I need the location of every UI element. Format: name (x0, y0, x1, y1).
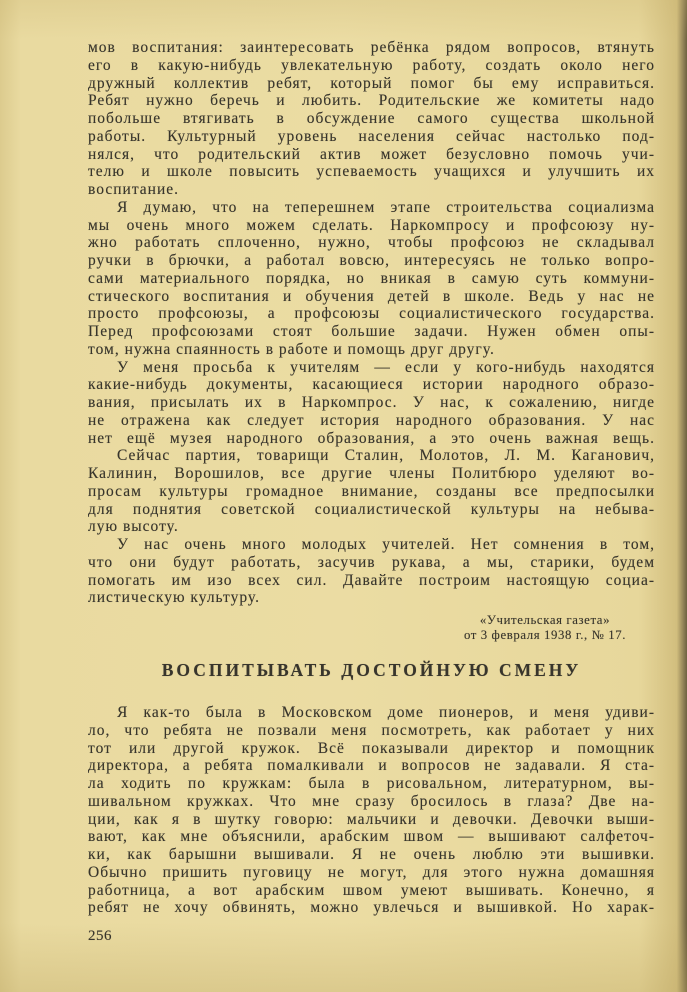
paragraph (88, 447, 655, 536)
paragraph (88, 199, 655, 359)
text-line: его в какую-нибудь увлекательную работу, создать около него (88, 56, 655, 74)
text-line: мы очень много можем сделать. Наркомпросу и профсоюзу ну- (88, 216, 655, 234)
text-line: телю и школе повысить успеваемость учащихся и улучшить их (88, 163, 655, 181)
text-line: ла ходить по кружкам: была в рисовальном, литературном, вы- (88, 775, 655, 792)
text-line: ции, как я в шутку говорю: мальчики и девочки. Девочки выши- (88, 810, 655, 828)
text-line: Калинин, Ворошилов, все другие члены Политбюро уделяют во- (88, 465, 655, 482)
source-newspaper: «Учительская газета» (479, 613, 611, 627)
text-line: вания, присылать их в Наркомпрос. У нас, к сожалению, нигде (88, 394, 655, 411)
text-line: нялся, что родительский актив может безусловно помочь учи- (88, 145, 655, 163)
text-line: том, нужна спаянность в работе и помощь друг другу. (88, 340, 495, 358)
paragraph (88, 536, 655, 607)
text-line: Перед профсоюзами стоят большие задачи. Нужен обмен опы- (88, 323, 655, 340)
text-line: Обычно пришить пуговицу не могут, для этого нужна домашняя (88, 863, 655, 881)
text-line: работы. Культурный уровень населения сейчас настолько под- (88, 127, 655, 145)
text-line: для поднятия советской социалистической культуры на небыва- (88, 500, 655, 518)
text-line: Я как-то была в Московском доме пионеров, и меня удиви- (117, 704, 655, 721)
text-line: стического воспитания и обучения детей в школе. Ведь у нас не (88, 287, 655, 305)
text-line: мов воспитания: заинтересовать ребёнка рядом вопросов, втянуть (88, 39, 655, 56)
text-line: директора, а ребята помалкивали и вопросов не задавали. Я ста- (88, 757, 655, 775)
article-title: ВОСПИТЫВАТЬ ДОСТОЙНУЮ СМЕНУ (161, 660, 582, 680)
text-line: воспитание. (88, 181, 180, 198)
text-line: Я думаю, что на теперешнем этапе строительства социализма (117, 198, 655, 216)
source-issue: от 3 февраля 1938 г., № 17. (463, 628, 627, 642)
text-line: не отражена как следует история народного образования. У нас (88, 411, 655, 429)
text-line: вают, как мне объяснили, арабским швом — вышивают салфеточ- (88, 828, 655, 846)
source-citation (435, 613, 655, 643)
text-line: жно работать сплоченно, нужно, чтобы профсоюз не складывал (88, 234, 655, 252)
text-line: работница, а вот арабским швом умеют вышивать. Конечно, я (88, 881, 655, 899)
text-line: просто профсоюзы, а профсоюзы социалистического государства. (88, 305, 655, 323)
text-line: помогать им изо всех сил. Давайте построим настоящую социа- (88, 571, 655, 589)
text-line: какие-нибудь документы, касающиеся истории народного образо- (88, 376, 655, 394)
text-line: шивальном кружках. Что мне сразу бросилось в глаза? Две на- (88, 792, 655, 810)
text-line: побольше втягивать в обсуждение самого существа школьной (88, 110, 655, 127)
text-line: Сейчас партия, товарищи Сталин, Молотов, Л. М. Каганович, (117, 447, 655, 465)
text-line: нет ещё музея народного образования, а это очень важная вещь. (88, 429, 655, 447)
paragraph (88, 359, 655, 448)
paragraph (88, 39, 655, 199)
text-line: У меня просьба к учителям — если у кого-нибудь находятся (117, 358, 655, 376)
text-line: что они будут работать, засучив рукава, а мы, старики, будем (88, 553, 655, 571)
text-line: Ребят нужно беречь и любить. Родительские же комитеты надо (88, 92, 655, 110)
continued-text (88, 39, 655, 607)
text-line: ло, что ребята не позвали меня посмотреть, как работает у них (88, 721, 655, 739)
text-line: тот или другой кружок. Всё показывали директор и помощник (88, 739, 655, 757)
text-line: сами материального порядка, но вникая в самую суть коммуни- (88, 269, 655, 287)
text-line: лую высоту. (88, 518, 179, 536)
text-line: просам культуры громадное внимание, созданы все предпосылки (88, 482, 655, 500)
page-number: 256 (88, 928, 112, 944)
text-line: У нас очень много молодых учителей. Нет сомнения в том, (117, 536, 655, 553)
article-text (88, 704, 655, 917)
paragraph (88, 704, 655, 917)
text-line: ребят не хочу обвинять, можно увлечься и вышивкой. Но харак- (88, 899, 655, 917)
text-line: дружный коллектив ребят, который помог бы ему исправиться. (88, 74, 655, 92)
text-line: ки, как барышни вышивали. Я не очень люблю эти вышивки. (88, 846, 655, 863)
text-line: листическую культуру. (88, 589, 260, 607)
text-line: ручки в брючки, а работал вовсю, интересуясь не только вопро- (88, 252, 655, 269)
